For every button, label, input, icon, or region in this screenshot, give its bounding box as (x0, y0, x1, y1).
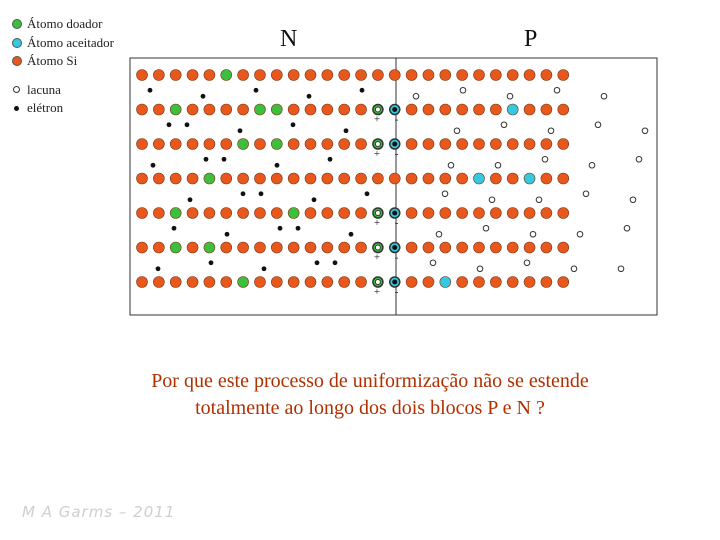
free-hole (430, 260, 436, 266)
silicon-atom (204, 70, 215, 81)
silicon-atom (440, 70, 451, 81)
silicon-atom (322, 242, 333, 253)
donor-atom (204, 173, 215, 184)
junction-electron (392, 211, 397, 216)
negative-charge-label: - (394, 286, 399, 298)
silicon-atom (356, 242, 367, 253)
free-hole (577, 231, 583, 237)
free-hole (483, 225, 489, 231)
silicon-atom (356, 277, 367, 288)
silicon-atom (153, 277, 164, 288)
free-electron (259, 191, 264, 196)
silicon-atom (490, 277, 501, 288)
silicon-atom (558, 173, 569, 184)
free-electron (201, 94, 206, 99)
silicon-atom (406, 242, 417, 253)
silicon-atom (238, 173, 249, 184)
free-electron (204, 157, 209, 162)
silicon-atom (153, 208, 164, 219)
silicon-atom (524, 208, 535, 219)
silicon-atom (457, 277, 468, 288)
junction-hole (375, 211, 380, 216)
negative-charge-label: - (394, 251, 399, 264)
author-signature: M A Garms – 2011 (22, 503, 176, 521)
free-electron (148, 88, 153, 93)
silicon-atom (490, 104, 501, 115)
free-hole (618, 266, 624, 272)
silicon-atom-icon (12, 56, 22, 66)
silicon-atom (541, 139, 552, 150)
junction-hole (375, 142, 380, 147)
silicon-atom (356, 70, 367, 81)
silicon-atom (558, 242, 569, 253)
silicon-atom (507, 173, 518, 184)
negative-charge-label: - (394, 217, 399, 229)
silicon-atom (406, 70, 417, 81)
silicon-atom (187, 277, 198, 288)
free-electron (185, 122, 190, 127)
free-hole (530, 231, 536, 237)
silicon-atom (457, 104, 468, 115)
junction-electron (392, 142, 397, 147)
silicon-atom (423, 277, 434, 288)
junction-hole (375, 245, 380, 250)
silicon-atom (457, 70, 468, 81)
positive-charge-label: + (373, 217, 381, 229)
donor-atom (170, 104, 181, 115)
p-region-label: P (524, 26, 538, 52)
n-block (130, 58, 396, 315)
silicon-atom (254, 70, 265, 81)
silicon-atom (490, 208, 501, 219)
silicon-atom (356, 208, 367, 219)
free-electron (296, 226, 301, 231)
positive-charge-label: + (373, 251, 381, 264)
free-hole (571, 266, 577, 272)
silicon-atom (305, 208, 316, 219)
free-electron (291, 122, 296, 127)
silicon-atom (474, 242, 485, 253)
silicon-atom (541, 104, 552, 115)
silicon-atom (356, 139, 367, 150)
silicon-atom (322, 173, 333, 184)
silicon-atom (423, 242, 434, 253)
legend-donor-label: Átomo doador (27, 16, 103, 31)
donor-atom (271, 104, 282, 115)
silicon-atom (288, 173, 299, 184)
silicon-atom (238, 70, 249, 81)
silicon-atom (137, 104, 148, 115)
hole-icon (13, 86, 20, 93)
free-hole (554, 87, 560, 93)
electron-icon (14, 106, 19, 111)
silicon-atom (271, 242, 282, 253)
silicon-atom (170, 70, 181, 81)
silicon-atom (271, 70, 282, 81)
positive-charge-label: + (373, 113, 381, 126)
free-electron (275, 163, 280, 168)
silicon-atom (558, 139, 569, 150)
free-electron (333, 260, 338, 265)
junction-electron (392, 245, 397, 250)
silicon-atom (153, 173, 164, 184)
silicon-atom (558, 208, 569, 219)
acceptor-atom (440, 277, 451, 288)
silicon-atom (204, 139, 215, 150)
free-hole (536, 197, 542, 203)
silicon-atom (423, 139, 434, 150)
silicon-atom (339, 70, 350, 81)
silicon-atom (137, 70, 148, 81)
silicon-atom (153, 139, 164, 150)
silicon-atom (221, 277, 232, 288)
free-hole (507, 93, 513, 99)
silicon-atom (238, 208, 249, 219)
silicon-atom (457, 242, 468, 253)
silicon-atom (440, 242, 451, 253)
question-line-2: totalmente ao longo dos dois blocos P e N ? (195, 397, 545, 419)
n-region-label: N (280, 26, 298, 52)
silicon-atom (153, 104, 164, 115)
silicon-atom (204, 277, 215, 288)
silicon-atom (457, 173, 468, 184)
silicon-atom (406, 104, 417, 115)
silicon-atom (339, 104, 350, 115)
silicon-atom (541, 70, 552, 81)
silicon-atom (288, 139, 299, 150)
free-hole (542, 156, 548, 162)
silicon-atom (204, 104, 215, 115)
free-hole (413, 93, 419, 99)
donor-atom (204, 242, 215, 253)
silicon-atom (170, 173, 181, 184)
silicon-atom (389, 70, 400, 81)
silicon-atom (137, 242, 148, 253)
silicon-atom (490, 70, 501, 81)
free-electron (278, 226, 283, 231)
silicon-atom (322, 104, 333, 115)
silicon-atom (406, 139, 417, 150)
junction-hole (375, 280, 380, 285)
silicon-atom (271, 173, 282, 184)
silicon-atom (254, 208, 265, 219)
silicon-atom (137, 139, 148, 150)
donor-atom (288, 208, 299, 219)
free-electron (188, 197, 193, 202)
free-hole (601, 93, 607, 99)
silicon-atom (423, 208, 434, 219)
junction-hole (375, 107, 380, 112)
silicon-atom (474, 277, 485, 288)
silicon-atom (288, 104, 299, 115)
legend-acceptor-label: Átomo aceitador (27, 35, 114, 50)
silicon-atom (440, 104, 451, 115)
acceptor-atom-icon (12, 38, 22, 48)
silicon-atom (187, 104, 198, 115)
silicon-atom (423, 70, 434, 81)
silicon-atom (322, 208, 333, 219)
silicon-atom (372, 173, 383, 184)
silicon-atom (507, 208, 518, 219)
silicon-atom (356, 104, 367, 115)
silicon-atom (187, 70, 198, 81)
free-hole (436, 231, 442, 237)
free-electron (151, 163, 156, 168)
free-hole (589, 162, 595, 168)
free-electron (172, 226, 177, 231)
silicon-atom (541, 173, 552, 184)
free-electron (307, 94, 312, 99)
silicon-atom (153, 70, 164, 81)
silicon-atom (305, 173, 316, 184)
silicon-atom (339, 173, 350, 184)
acceptor-atom (507, 104, 518, 115)
free-electron (312, 197, 317, 202)
free-electron (315, 260, 320, 265)
silicon-atom (170, 277, 181, 288)
silicon-atom (238, 242, 249, 253)
free-hole (495, 162, 501, 168)
junction-electron (392, 280, 397, 285)
free-electron (225, 232, 230, 237)
free-electron (209, 260, 214, 265)
silicon-atom (187, 173, 198, 184)
free-hole (454, 128, 460, 134)
silicon-atom (541, 242, 552, 253)
legend-hole-label: lacuna (27, 82, 61, 97)
silicon-atom (524, 70, 535, 81)
silicon-atom (541, 208, 552, 219)
free-electron (156, 266, 161, 271)
silicon-atom (305, 277, 316, 288)
silicon-atom (221, 208, 232, 219)
free-electron (254, 88, 259, 93)
silicon-atom (221, 242, 232, 253)
free-electron (365, 191, 370, 196)
silicon-atom (507, 242, 518, 253)
silicon-atom (137, 173, 148, 184)
silicon-atom (170, 139, 181, 150)
legend-silicon-label: Átomo Si (27, 53, 78, 68)
silicon-atom (356, 173, 367, 184)
silicon-atom (474, 104, 485, 115)
silicon-atom (474, 70, 485, 81)
silicon-atom (137, 277, 148, 288)
silicon-atom (490, 139, 501, 150)
legend-electron-label: elétron (27, 100, 64, 115)
silicon-atom (305, 104, 316, 115)
silicon-atom (187, 139, 198, 150)
silicon-atom (490, 173, 501, 184)
free-electron (222, 157, 227, 162)
silicon-atom (440, 139, 451, 150)
silicon-atom (524, 277, 535, 288)
silicon-atom (558, 70, 569, 81)
free-hole (630, 197, 636, 203)
silicon-atom (254, 173, 265, 184)
silicon-atom (372, 70, 383, 81)
silicon-atom (339, 277, 350, 288)
donor-atom (221, 70, 232, 81)
free-electron (328, 157, 333, 162)
free-hole (460, 87, 466, 93)
silicon-atom (137, 208, 148, 219)
free-hole (636, 156, 642, 162)
silicon-atom (322, 139, 333, 150)
silicon-atom (271, 208, 282, 219)
silicon-atom (524, 104, 535, 115)
acceptor-atom (524, 173, 535, 184)
free-electron (167, 122, 172, 127)
silicon-atom (288, 277, 299, 288)
silicon-atom (524, 139, 535, 150)
silicon-atom (305, 70, 316, 81)
silicon-atom (322, 70, 333, 81)
positive-charge-label: + (373, 148, 381, 160)
free-electron (360, 88, 365, 93)
free-hole (624, 225, 630, 231)
positive-charge-label: + (373, 286, 381, 298)
silicon-atom (221, 173, 232, 184)
silicon-atom (187, 208, 198, 219)
silicon-atom (153, 242, 164, 253)
silicon-atom (524, 242, 535, 253)
silicon-atom (474, 208, 485, 219)
silicon-atom (288, 242, 299, 253)
free-hole (548, 128, 554, 134)
silicon-atom (254, 139, 265, 150)
silicon-atom (507, 277, 518, 288)
free-hole (477, 266, 483, 272)
donor-atom (170, 242, 181, 253)
free-electron (238, 128, 243, 133)
acceptor-atom (474, 173, 485, 184)
silicon-atom (339, 208, 350, 219)
free-hole (595, 122, 601, 128)
free-hole (442, 191, 448, 197)
free-hole (489, 197, 495, 203)
donor-atom (254, 104, 265, 115)
free-hole (501, 122, 507, 128)
silicon-atom (490, 242, 501, 253)
donor-atom (170, 208, 181, 219)
silicon-atom (221, 104, 232, 115)
free-hole (524, 260, 530, 266)
silicon-atom (271, 277, 282, 288)
silicon-atom (558, 104, 569, 115)
silicon-atom (238, 104, 249, 115)
negative-charge-label: - (394, 148, 399, 160)
silicon-atom (305, 242, 316, 253)
silicon-atom (339, 242, 350, 253)
free-hole (583, 191, 589, 197)
silicon-atom (507, 139, 518, 150)
donor-atom (238, 277, 249, 288)
free-electron (344, 128, 349, 133)
silicon-atom (339, 139, 350, 150)
silicon-atom (406, 277, 417, 288)
silicon-atom (507, 70, 518, 81)
silicon-atom (254, 242, 265, 253)
silicon-atom (440, 208, 451, 219)
free-hole (642, 128, 648, 134)
silicon-atom (474, 139, 485, 150)
silicon-atom (457, 208, 468, 219)
free-electron (349, 232, 354, 237)
silicon-atom (288, 70, 299, 81)
donor-atom (238, 139, 249, 150)
silicon-atom (406, 208, 417, 219)
free-hole (448, 162, 454, 168)
question-line-1: Por que este processo de uniformização não se estende (151, 370, 589, 392)
silicon-atom (254, 277, 265, 288)
p-block (396, 58, 657, 315)
silicon-atom (423, 173, 434, 184)
negative-charge-label: - (394, 113, 399, 126)
silicon-atom (406, 173, 417, 184)
silicon-atom (558, 277, 569, 288)
junction-electron (392, 107, 397, 112)
free-electron (241, 191, 246, 196)
donor-atom-icon (12, 19, 22, 29)
silicon-atom (440, 173, 451, 184)
silicon-atom (322, 277, 333, 288)
silicon-atom (457, 139, 468, 150)
silicon-atom (423, 104, 434, 115)
silicon-atom (541, 277, 552, 288)
donor-atom (271, 139, 282, 150)
silicon-atom (221, 139, 232, 150)
silicon-atom (389, 173, 400, 184)
question-text (60, 368, 680, 422)
silicon-atom (187, 242, 198, 253)
silicon-atom (305, 139, 316, 150)
silicon-atom (204, 208, 215, 219)
free-electron (262, 266, 267, 271)
